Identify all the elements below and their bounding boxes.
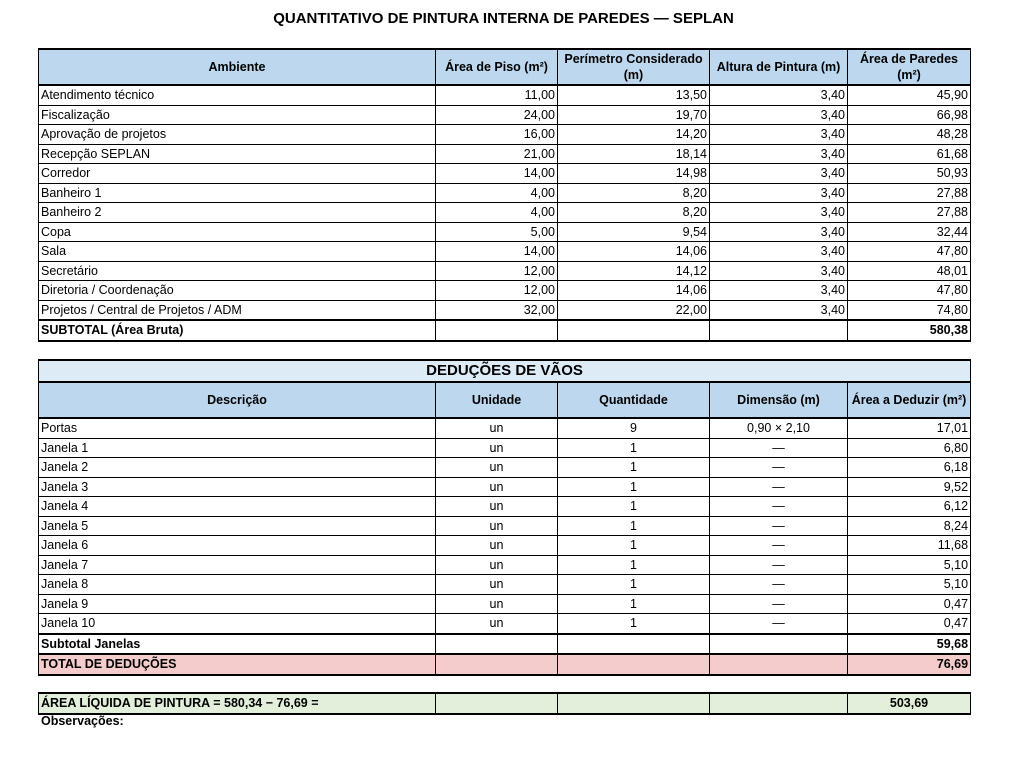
table-cell: — [710, 458, 848, 478]
table-cell: 3,40 [710, 125, 848, 145]
rooms-subtotal-value: 580,38 [848, 320, 971, 341]
deduction-row [39, 516, 971, 536]
table-cell: 5,10 [848, 575, 971, 595]
table-cell: 3,40 [710, 281, 848, 301]
table-cell: 13,50 [558, 85, 710, 105]
table-cell: Janela 1 [39, 438, 436, 458]
empty-cell [436, 320, 558, 341]
header-dimensao: Dimensão (m) [710, 382, 848, 418]
windows-subtotal-row [39, 634, 971, 655]
empty-cell [710, 693, 848, 714]
net-area-label: ÁREA LÍQUIDA DE PINTURA = 580,34 − 76,69 = [39, 693, 436, 714]
room-row [39, 281, 971, 301]
net-area-value: 503,69 [848, 693, 971, 714]
table-cell: 12,00 [436, 281, 558, 301]
table-cell: 3,40 [710, 261, 848, 281]
table-cell: — [710, 536, 848, 556]
header-ambiente: Ambiente [39, 49, 436, 85]
table-cell: 9,54 [558, 222, 710, 242]
table-cell: — [710, 594, 848, 614]
table-cell: Atendimento técnico [39, 85, 436, 105]
windows-subtotal-value: 59,68 [848, 634, 971, 655]
deduction-row [39, 497, 971, 517]
room-row [39, 105, 971, 125]
document-title: QUANTITATIVO DE PINTURA INTERNA DE PAREDES — SEPLAN [273, 10, 734, 27]
table-cell: Projetos / Central de Projetos / ADM [39, 300, 436, 320]
total-deductions-value: 76,69 [848, 654, 971, 675]
table-cell: 21,00 [436, 144, 558, 164]
deduction-row [39, 555, 971, 575]
table-cell: 22,00 [558, 300, 710, 320]
deduction-row [39, 458, 971, 478]
total-deductions-label: TOTAL DE DEDUÇÕES [39, 654, 436, 675]
table-cell: 45,90 [848, 85, 971, 105]
table-cell: 14,12 [558, 261, 710, 281]
table-cell: Janela 6 [39, 536, 436, 556]
room-row [39, 261, 971, 281]
table-cell: un [436, 458, 558, 478]
table-cell: 50,93 [848, 164, 971, 184]
table-cell: 3,40 [710, 300, 848, 320]
empty-cell [710, 634, 848, 655]
table-cell: 1 [558, 614, 710, 634]
table-cell: 48,28 [848, 125, 971, 145]
table-cell: 3,40 [710, 242, 848, 262]
table-cell: 8,20 [558, 183, 710, 203]
table-cell: 61,68 [848, 144, 971, 164]
table-cell: 47,80 [848, 281, 971, 301]
deduction-row [39, 575, 971, 595]
header-quantidade: Quantidade [558, 382, 710, 418]
deduction-row [39, 594, 971, 614]
room-row [39, 85, 971, 105]
deduction-row [39, 614, 971, 634]
table-cell: Corredor [39, 164, 436, 184]
table-cell: 1 [558, 575, 710, 595]
table-cell: 12,00 [436, 261, 558, 281]
table-cell: 4,00 [436, 183, 558, 203]
deduction-row [39, 418, 971, 438]
table-cell: 14,98 [558, 164, 710, 184]
table-cell: 1 [558, 458, 710, 478]
table-cell: — [710, 575, 848, 595]
table-cell: 14,00 [436, 242, 558, 262]
table-cell: Banheiro 2 [39, 203, 436, 223]
table-cell: 0,47 [848, 614, 971, 634]
total-deductions-row [39, 654, 971, 675]
table-cell: Aprovação de projetos [39, 125, 436, 145]
table-cell: Fiscalização [39, 105, 436, 125]
room-row [39, 183, 971, 203]
empty-cell [436, 654, 558, 675]
room-row [39, 144, 971, 164]
room-row [39, 125, 971, 145]
table-cell: 1 [558, 497, 710, 517]
header-perimetro: Perímetro Considerado (m) [558, 49, 710, 85]
empty-cell [710, 320, 848, 341]
table-cell: Janela 5 [39, 516, 436, 536]
room-row [39, 164, 971, 184]
table-cell: 47,80 [848, 242, 971, 262]
table-cell: 14,00 [436, 164, 558, 184]
table-cell: Banheiro 1 [39, 183, 436, 203]
table-cell: 16,00 [436, 125, 558, 145]
table-cell: Janela 2 [39, 458, 436, 478]
table-cell: Portas [39, 418, 436, 438]
table-cell: Sala [39, 242, 436, 262]
table-cell: un [436, 555, 558, 575]
table-cell: 11,68 [848, 536, 971, 556]
table-cell: Janela 3 [39, 477, 436, 497]
table-cell: 14,06 [558, 242, 710, 262]
table-cell: Janela 8 [39, 575, 436, 595]
table-cell: 5,10 [848, 555, 971, 575]
net-area-row [39, 693, 971, 714]
table-cell: 0,47 [848, 594, 971, 614]
room-row [39, 222, 971, 242]
windows-subtotal-label: Subtotal Janelas [39, 634, 436, 655]
rooms-table [38, 48, 971, 342]
table-cell: un [436, 594, 558, 614]
table-cell: 32,44 [848, 222, 971, 242]
table-cell: un [436, 536, 558, 556]
rooms-subtotal-row [39, 320, 971, 341]
table-cell: — [710, 497, 848, 517]
table-cell: 8,24 [848, 516, 971, 536]
deductions-body [39, 418, 971, 634]
table-cell: 3,40 [710, 183, 848, 203]
table-cell: 8,20 [558, 203, 710, 223]
empty-cell [558, 654, 710, 675]
table-cell: 14,06 [558, 281, 710, 301]
rooms-header-row [39, 49, 971, 85]
deduction-row [39, 477, 971, 497]
table-cell: 6,18 [848, 458, 971, 478]
table-cell: 5,00 [436, 222, 558, 242]
table-cell: un [436, 418, 558, 438]
table-cell: 66,98 [848, 105, 971, 125]
table-cell: 32,00 [436, 300, 558, 320]
table-cell: 9,52 [848, 477, 971, 497]
empty-cell [558, 320, 710, 341]
table-cell: 1 [558, 516, 710, 536]
table-cell: 27,88 [848, 203, 971, 223]
rooms-subtotal-label: SUBTOTAL (Área Bruta) [39, 320, 436, 341]
room-row [39, 203, 971, 223]
table-cell: un [436, 477, 558, 497]
net-area-table [38, 692, 971, 715]
table-cell: Janela 9 [39, 594, 436, 614]
room-row [39, 300, 971, 320]
table-cell: 3,40 [710, 203, 848, 223]
table-cell: 3,40 [710, 222, 848, 242]
deductions-section-title: DEDUÇÕES DE VÃOS [39, 360, 971, 382]
table-cell: 1 [558, 536, 710, 556]
table-cell: 1 [558, 555, 710, 575]
table-cell: 18,14 [558, 144, 710, 164]
table-cell: Janela 10 [39, 614, 436, 634]
header-descricao: Descrição [39, 382, 436, 418]
room-row [39, 242, 971, 262]
table-cell: un [436, 575, 558, 595]
table-cell: 17,01 [848, 418, 971, 438]
table-cell: 48,01 [848, 261, 971, 281]
table-cell: Secretário [39, 261, 436, 281]
rooms-body [39, 85, 971, 320]
deductions-header-row [39, 382, 971, 418]
header-area-deduzir: Área a Deduzir (m²) [848, 382, 971, 418]
empty-cell [710, 654, 848, 675]
table-cell: 1 [558, 477, 710, 497]
empty-cell [558, 693, 710, 714]
table-cell: 27,88 [848, 183, 971, 203]
table-cell: un [436, 516, 558, 536]
table-cell: — [710, 614, 848, 634]
table-cell: — [710, 516, 848, 536]
table-cell: 0,90 × 2,10 [710, 418, 848, 438]
table-cell: 11,00 [436, 85, 558, 105]
table-cell: un [436, 438, 558, 458]
table-cell: 3,40 [710, 105, 848, 125]
table-cell: 74,80 [848, 300, 971, 320]
table-cell: 3,40 [710, 144, 848, 164]
empty-cell [558, 634, 710, 655]
table-cell: Recepção SEPLAN [39, 144, 436, 164]
table-cell: Diretoria / Coordenação [39, 281, 436, 301]
table-cell: 19,70 [558, 105, 710, 125]
table-cell: un [436, 497, 558, 517]
table-cell: 4,00 [436, 203, 558, 223]
table-cell: 9 [558, 418, 710, 438]
observations-label: Observações: [41, 714, 124, 728]
table-cell: 6,12 [848, 497, 971, 517]
table-cell: 1 [558, 594, 710, 614]
header-altura: Altura de Pintura (m) [710, 49, 848, 85]
header-unidade: Unidade [436, 382, 558, 418]
table-cell: 1 [558, 438, 710, 458]
table-cell: 24,00 [436, 105, 558, 125]
deductions-table [38, 359, 971, 676]
table-cell: Janela 7 [39, 555, 436, 575]
table-cell: 3,40 [710, 85, 848, 105]
table-cell: Janela 4 [39, 497, 436, 517]
header-area-piso: Área de Piso (m²) [436, 49, 558, 85]
table-cell: 3,40 [710, 164, 848, 184]
deduction-row [39, 438, 971, 458]
table-cell: un [436, 614, 558, 634]
empty-cell [436, 634, 558, 655]
empty-cell [436, 693, 558, 714]
table-cell: — [710, 477, 848, 497]
table-cell: 6,80 [848, 438, 971, 458]
table-cell: 14,20 [558, 125, 710, 145]
table-cell: — [710, 438, 848, 458]
header-area-paredes: Área de Paredes (m²) [848, 49, 971, 85]
table-cell: Copa [39, 222, 436, 242]
table-cell: — [710, 555, 848, 575]
deduction-row [39, 536, 971, 556]
